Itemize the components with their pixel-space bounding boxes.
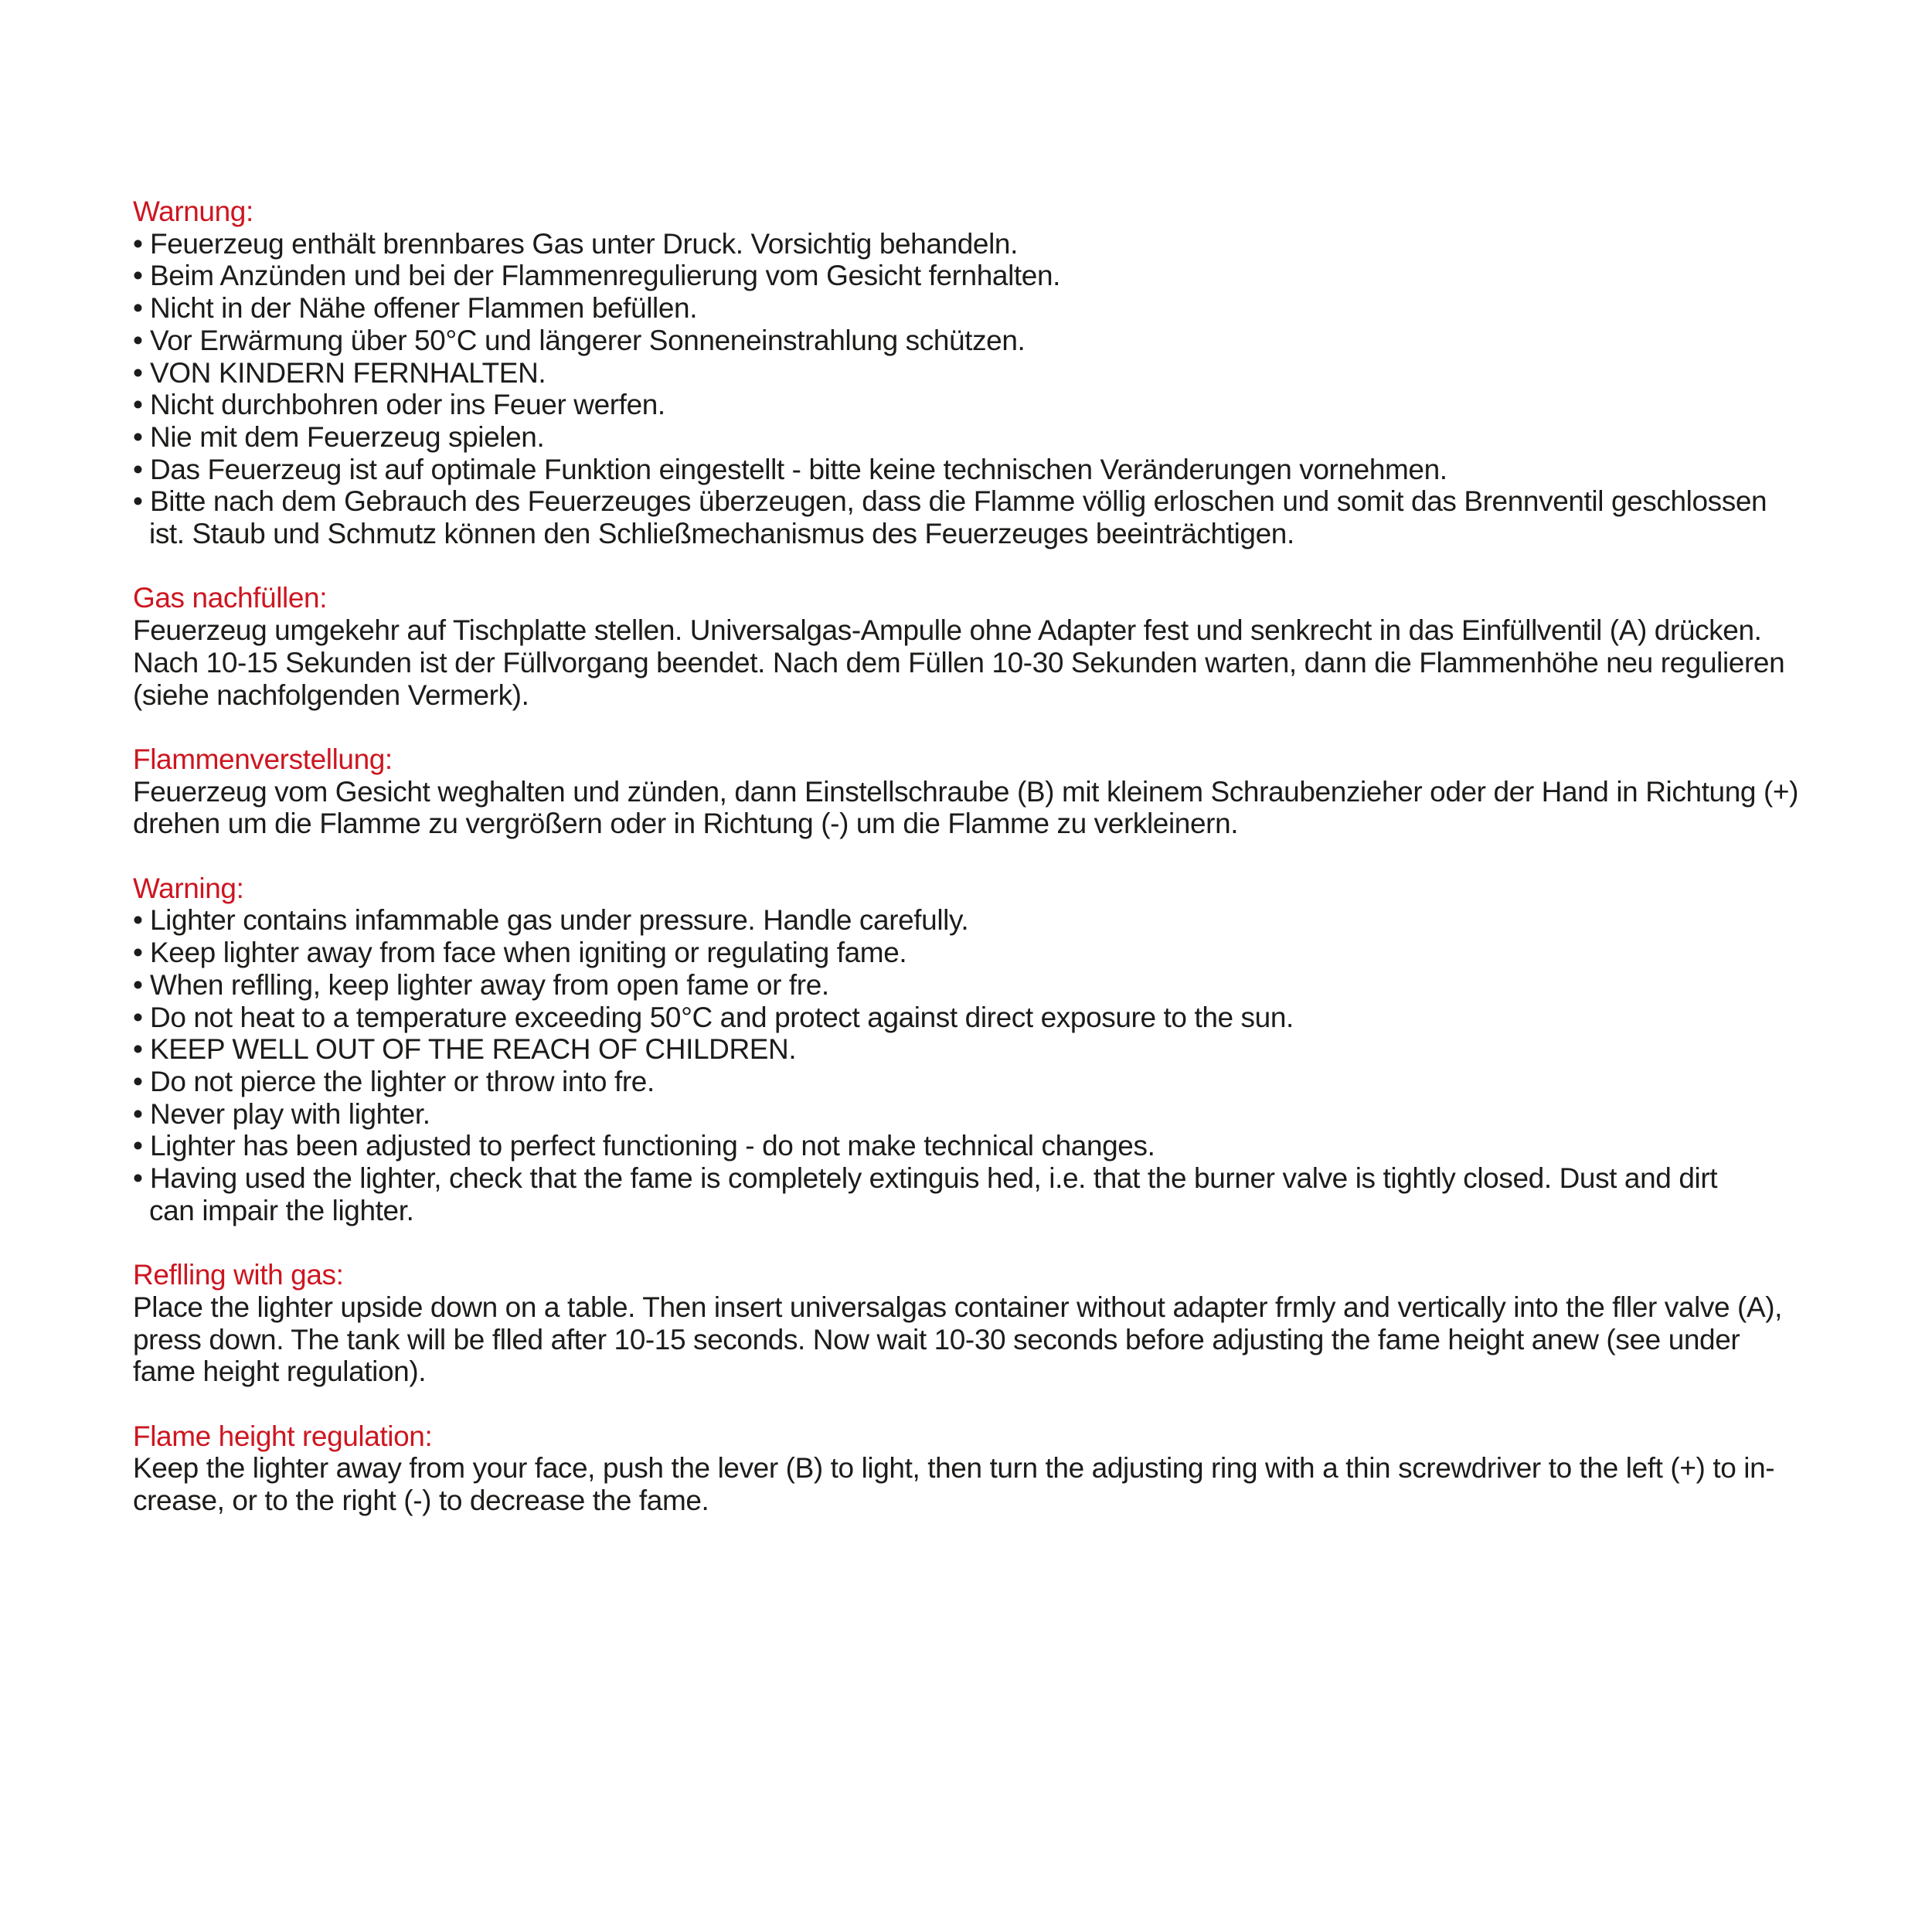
bullet-marker: • [133, 937, 143, 969]
text-line [133, 614, 1818, 647]
line-text: ist. Staub und Schmutz können den Schließmechanismus des Feuerzeuges beeinträchtigen. [149, 518, 1294, 550]
line-text: crease, or to the right (-) to decrease the fame. [133, 1485, 709, 1517]
bullet-line [133, 454, 1818, 486]
bullet-marker: • [133, 1097, 143, 1130]
line-text: Nicht in der Nähe offener Flammen befüllen. [150, 292, 698, 325]
section-heading: Gas nachfüllen: [133, 582, 328, 614]
bullet-marker: • [133, 453, 143, 485]
section [133, 1420, 1818, 1517]
text-line [133, 1291, 1818, 1324]
bullet-line [133, 485, 1818, 518]
text-line [133, 518, 1818, 550]
bullet-line [133, 325, 1818, 357]
line-text: Lighter has been adjusted to perfect functioning - do not make technical changes. [150, 1130, 1155, 1162]
section-heading: Warnung: [133, 196, 253, 227]
bullet-marker: • [133, 485, 143, 518]
section [133, 872, 1818, 1227]
bullet-line [133, 421, 1818, 454]
line-text: Having used the lighter, check that the fame is completely extinguis hed, i.e. that the burner valve is tightly closed. Dust and dirt [150, 1162, 1718, 1195]
bullet-marker: • [133, 1033, 143, 1066]
line-text: Do not pierce the lighter or throw into fre. [150, 1065, 655, 1097]
bullet-line [133, 1033, 1818, 1066]
bullet-marker: • [133, 1065, 143, 1097]
text-line [133, 1452, 1818, 1485]
bullet-line [133, 969, 1818, 1002]
text-line [133, 1355, 1818, 1388]
line-text: fame height regulation). [133, 1355, 427, 1388]
bullet-marker: • [133, 904, 143, 937]
section-heading: Flammenverstellung: [133, 743, 393, 775]
line-text: Nicht durchbohren oder ins Feuer werfen. [150, 389, 665, 421]
line-text: Lighter contains infammable gas under pressure. Handle carefully. [150, 904, 969, 937]
bullet-line [133, 904, 1818, 937]
text-line [133, 679, 1818, 712]
text-line [133, 1485, 1818, 1517]
bullet-marker: • [133, 227, 143, 260]
line-text: Keep the lighter away from your face, push the lever (B) to light, then turn the adjusting ring with a thin screwdriver to the left (+) to in- [133, 1452, 1775, 1485]
bullet-line [133, 1162, 1818, 1195]
section [133, 582, 1818, 711]
line-text: VON KINDERN FERNHALTEN. [150, 356, 546, 389]
line-text: KEEP WELL OUT OF THE REACH OF CHILDREN. [150, 1033, 797, 1066]
section-heading: Flame height regulation: [133, 1420, 433, 1452]
instruction-text-block [133, 196, 1818, 1517]
bullet-line [133, 1002, 1818, 1034]
line-text: Nach 10-15 Sekunden ist der Füllvorgang beendet. Nach dem Füllen 10-30 Sekunden warten, dann die Flammenhöhe neu regulieren [133, 646, 1785, 679]
text-line [133, 1195, 1818, 1227]
line-text: can impair the lighter. [149, 1194, 414, 1226]
line-text: Keep lighter away from face when igniting or regulating fame. [150, 937, 907, 969]
line-text: Feuerzeug enthält brennbares Gas unter Druck. Vorsichtig behandeln. [150, 227, 1018, 260]
bullet-marker: • [133, 389, 143, 421]
section-heading: Warning: [133, 872, 244, 904]
bullet-line [133, 292, 1818, 325]
bullet-line [133, 1098, 1818, 1131]
bullet-line [133, 389, 1818, 421]
line-text: Feuerzeug vom Gesicht weghalten und zünden, dann Einstellschraube (B) mit kleinem Schraubenzieher oder der Hand in Richtung (+) [133, 775, 1799, 808]
bullet-marker: • [133, 1162, 143, 1195]
line-text: Never play with lighter. [150, 1097, 430, 1130]
bullet-marker: • [133, 324, 143, 356]
text-line [133, 1324, 1818, 1356]
line-text: Nie mit dem Feuerzeug spielen. [150, 420, 545, 453]
line-text: Place the lighter upside down on a table. Then insert universalgas container without adapter frmly and vertically into the fller valve (A), [133, 1291, 1783, 1323]
line-text: Das Feuerzeug ist auf optimale Funktion eingestellt - bitte keine technischen Veränderungen vornehmen. [150, 453, 1447, 485]
line-text: Do not heat to a temperature exceeding 50°C and protect against direct exposure to the sun. [150, 1001, 1294, 1033]
line-text: Beim Anzünden und bei der Flammenregulierung vom Gesicht fernhalten. [150, 260, 1061, 292]
bullet-line [133, 228, 1818, 260]
text-line [133, 808, 1818, 840]
section [133, 743, 1818, 840]
line-text: drehen um die Flamme zu vergrößern oder in Richtung (-) um die Flamme zu verkleinern. [133, 808, 1239, 840]
bullet-line [133, 937, 1818, 969]
line-text: Bitte nach dem Gebrauch des Feuerzeuges überzeugen, dass die Flamme völlig erloschen und somit das Brennventil geschlossen [150, 485, 1767, 518]
text-line [133, 776, 1818, 808]
bullet-marker: • [133, 260, 143, 292]
line-text: press down. The tank will be flled after 10-15 seconds. Now wait 10-30 seconds before adjusting the fame height anew (see under [133, 1323, 1740, 1355]
line-text: Vor Erwärmung über 50°C und längerer Sonneneinstrahlung schützen. [150, 324, 1026, 356]
text-line [133, 647, 1818, 679]
line-text: Feuerzeug umgekehr auf Tischplatte stellen. Universalgas-Ampulle ohne Adapter fest und senkrecht in das Einfüllventil (A) drücken. [133, 614, 1762, 647]
bullet-line [133, 1130, 1818, 1162]
bullet-line [133, 1066, 1818, 1098]
bullet-marker: • [133, 968, 143, 1001]
bullet-marker: • [133, 1130, 143, 1162]
section [133, 196, 1818, 550]
bullet-line [133, 357, 1818, 389]
section-heading: Reflling with gas: [133, 1259, 344, 1291]
line-text: When reflling, keep lighter away from open fame or fre. [150, 968, 829, 1001]
section [133, 1259, 1818, 1388]
bullet-line [133, 260, 1818, 292]
bullet-marker: • [133, 1001, 143, 1033]
line-text: (siehe nachfolgenden Vermerk). [133, 679, 529, 711]
bullet-marker: • [133, 292, 143, 325]
bullet-marker: • [133, 420, 143, 453]
bullet-marker: • [133, 356, 143, 389]
